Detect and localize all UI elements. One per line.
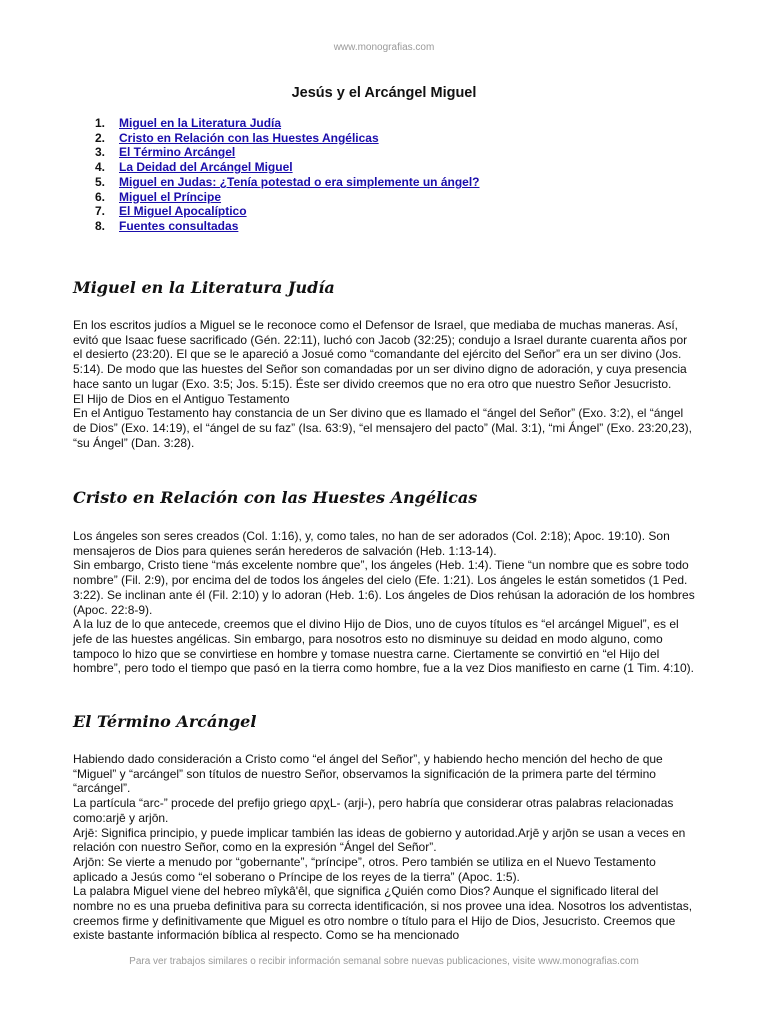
paragraph: En el Antiguo Testamento hay constancia de un Ser divino que es llamado el “ángel del Señor” (Exo. 3:2), el “ángel de Dios” (Exo. 14:19), el “ángel de su faz” (Isa. 63:9), “el mensajero del pacto” (Mal. 3:1), “mi Ángel” (Exo. 23:20,23), “su Ángel” (Dan. 3:28). <box>73 406 692 450</box>
toc-item <box>95 131 480 146</box>
paragraph: La palabra Miguel viene del hebreo mîykâ'êl, que significa ¿Quién como Dios? Aunque el significado literal del nombre no es una prueba definitiva para su correcta identificación, si nos provee una idea. Nosotros los adventistas, creemos firme y definitivamente que Miguel es otro nombre o título para el Hijo de Dios, Jesucristo. Creemos que existe bastante información bíblica al respecto. Como se ha mencionado <box>73 884 693 943</box>
section-body <box>73 752 697 943</box>
section-heading: Miguel en la Literatura Judía <box>73 278 335 297</box>
toc-link-deidad[interactable]: La Deidad del Arcángel Miguel <box>119 160 293 175</box>
paragraph: Arjōn: Se vierte a menudo por “gobernante”, “príncipe”, otros. Pero también se utiliza en el Nuevo Testamento aplicado a Jesús como “el soberano o Príncipe de los reyes de la tierra” (Apoc. 1:5). <box>73 854 656 884</box>
toc-number: 2. <box>95 130 106 145</box>
toc-item <box>95 145 480 160</box>
footer-note: Para ver trabajos similares o recibir información semanal sobre nuevas publicaciones, visite www.monografias.com <box>129 956 639 967</box>
toc-number: 3. <box>95 145 106 160</box>
paragraph: La partícula “arc-” procede del prefijo griego αρχL- (arji-), pero habría que considerar otras palabras relacionadas como:arjē y arjōn. <box>73 796 674 825</box>
paragraph: Los ángeles son seres creados (Col. 1:16), y, como tales, no han de ser adorados (Col. 2:18); Apoc. 19:10). Son mensajeros de Dios para quienes serán herederos de salvación (Heb. 1:13-14). <box>73 529 670 558</box>
toc-link-miguel-el-principe[interactable]: Miguel el Príncipe <box>119 189 222 204</box>
table-of-contents <box>95 116 480 234</box>
toc-link-miguel-en-judas[interactable]: Miguel en Judas: ¿Tenía potestad o era simplemente un ángel? <box>119 174 480 189</box>
site-header: www.monografias.com <box>333 42 435 53</box>
toc-item <box>95 116 480 131</box>
toc-item <box>95 190 480 205</box>
toc-number: 5. <box>95 174 106 189</box>
toc-number: 4. <box>95 160 106 175</box>
paragraph: El Hijo de Dios en el Antiguo Testamento <box>73 391 290 406</box>
section-huestes-angelicas <box>73 488 697 676</box>
paragraph: Habiendo dado consideración a Cristo como “el ángel del Señor”, y habiendo hecho mención del hecho de que “Miguel” y “arcángel” son títulos de nuestro Señor, observamos la significación de la primera parte del término “arcángel”. <box>73 752 663 796</box>
document-title: Jesús y el Arcángel Miguel <box>291 85 477 101</box>
paragraph: En los escritos judíos a Miguel se le reconoce como el Defensor de Israel, que mediaba de muchas maneras. Así, evitó que Isaac fuese sacrificado (Gén. 22:11), luchó con Jacob (32:25); condujo a Israel durante cuarenta años por el desierto (23:20). El que se le apareció a Josué como “comandante del ejército del Señor” era un ser divino (Jos. 5:14). De modo que las huestes del Señor son comandadas por un ser divino digno de adoración, y cuya presencia hace santo un lugar (Exo. 3:5; Jos. 5:15). Éste ser divido creemos que no era otro que nuestro Señor Jesucristo. <box>73 318 688 391</box>
section-body <box>73 529 697 676</box>
toc-item <box>95 160 480 175</box>
toc-link-literatura-judia[interactable]: Miguel en la Literatura Judía <box>119 116 282 130</box>
toc-number: 1. <box>95 116 106 130</box>
section-body <box>73 318 697 450</box>
section-termino-arcangel <box>73 712 697 943</box>
toc-link-fuentes[interactable]: Fuentes consultadas <box>119 218 239 233</box>
section-literatura-judia <box>73 278 697 450</box>
paragraph: Sin embargo, Cristo tiene “más excelente nombre que”, los ángeles (Heb. 1:4). Tiene “un nombre que es sobre todo nombre” (Fil. 2:9), por encima del de todos los ángeles del cielo (Efe. 1:21). Los ángeles le están sometidos (1 Ped. 3:22). Se inclinan ante él (Fil. 2:10) y lo adoran (Heb. 1:6). Los ángeles de Dios rehúsan la adoración de los hombres (Apoc. 22:8-9). <box>73 558 695 617</box>
section-heading: Cristo en Relación con las Huestes Angélicas <box>73 488 478 507</box>
toc-number: 8. <box>95 218 106 233</box>
toc-link-miguel-apocaliptico[interactable]: El Miguel Apocalíptico <box>119 204 247 219</box>
paragraph: A la luz de lo que antecede, creemos que el divino Hijo de Dios, uno de cuyos títulos es “el arcángel Miguel”, es el jefe de las huestes angélicas. Sin embargo, para nosotros esto no disminuye su deidad en modo alguno, como tampoco lo hizo que se convirtiese en hombre y tomase nuestra carne. Ciertamente se convirtió en “el Hijo del hombre”, pero todo el tiempo que pasó en la tierra como hombre, fue a la vez Dios manifiesto en carne (1 Tim. 4:10). <box>73 617 694 676</box>
toc-item <box>95 175 480 190</box>
toc-item <box>95 219 480 234</box>
section-heading: El Término Arcángel <box>73 712 257 731</box>
paragraph: Arjē: Significa principio, y puede implicar también las ideas de gobierno y autoridad.Arjē y arjōn se usan a veces en relación con nuestro Señor, como en la expresión “Ángel del Señor”. <box>73 825 686 855</box>
toc-link-huestes-angelicas[interactable]: Cristo en Relación con las Huestes Angélicas <box>119 130 379 145</box>
toc-number: 7. <box>95 204 106 219</box>
toc-item <box>95 204 480 219</box>
toc-link-termino-arcangel[interactable]: El Término Arcángel <box>119 145 236 160</box>
toc-number: 6. <box>95 189 106 204</box>
